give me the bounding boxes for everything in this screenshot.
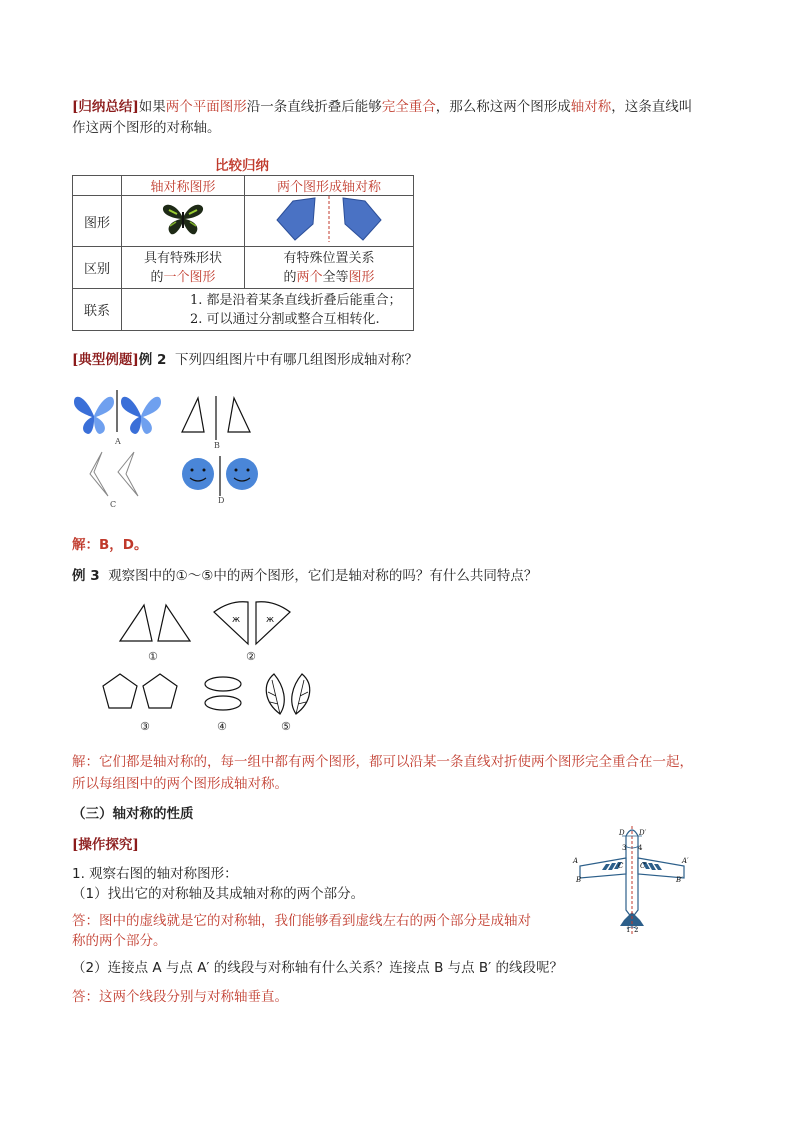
table-header-col2: 两个图形成轴对称 — [245, 176, 414, 196]
section3-q1: 1. 观察右图的轴对称图形： — [72, 866, 238, 882]
blue-butterfly-icon — [121, 397, 161, 434]
summary-line-1 — [72, 97, 692, 117]
label-b: B — [576, 876, 582, 884]
pair-5-leaves — [260, 672, 318, 716]
example2-heading — [72, 350, 418, 370]
caption-a: A — [115, 437, 121, 446]
example2-label: 例 2 — [138, 352, 167, 368]
table-link-cell — [122, 289, 414, 331]
table-row-label-figure: 图形 — [73, 196, 122, 247]
label-2: 2 — [634, 926, 639, 934]
section3-a1-line-1: 答：图中的虚线就是它的对称轴，我们能够看到虚线左右的两个部分是成轴对 — [72, 913, 531, 929]
diff-text: 的 — [283, 269, 297, 285]
mirrored-polygons-icon — [269, 196, 389, 242]
example3-answer-line-1: 解：它们都是轴对称的，每一组中都有两个图形，都可以沿某一条直线对折使两个图形完全重合在一起， — [72, 754, 693, 770]
table-title: 比较归纳 — [215, 158, 269, 174]
label-c-prime: C′ — [640, 862, 647, 870]
label-a-prime: A′ — [682, 857, 689, 865]
section3-a2: 答：这两个线段分别与对称轴垂直。 — [72, 989, 288, 1005]
example3-answer-line-2: 所以每组图中的两个图形成轴对称。 — [72, 776, 288, 792]
example2-question: 下列四组图片中有哪几组图形成轴对称？ — [174, 352, 418, 368]
table-header-empty — [73, 176, 122, 196]
polygon-pair-cell — [245, 196, 414, 247]
label-c: C — [618, 862, 624, 870]
table-diff-cell-2 — [245, 247, 414, 289]
caption-1: ① — [148, 650, 158, 663]
section3-q1-2: （2）连接点 A 与点 A′ 的线段与对称轴有什么关系？连接点 B 与点 B′ 的线段呢？ — [72, 960, 564, 976]
blue-butterfly-icon — [74, 397, 114, 434]
label-a: A — [573, 857, 579, 865]
airplane-figure — [572, 826, 692, 934]
diff2-line1: 有特殊位置关系 — [283, 250, 375, 266]
summary-text: 如果 — [138, 99, 166, 115]
diff-highlight: 一个图形 — [163, 269, 216, 285]
link-line-2: 2. 可以通过分割或整合互相转化. — [190, 311, 380, 327]
table-header-col1: 轴对称图形 — [122, 176, 245, 196]
summary-highlight: 完全重合 — [381, 99, 436, 115]
example3-question: 观察图中的①～⑤中的两个图形，它们是轴对称的吗？有什么共同特点？ — [108, 568, 538, 584]
caption-3: ③ — [140, 720, 150, 733]
butterfly-icon — [161, 202, 205, 236]
table-row-label-link: 联系 — [73, 289, 122, 331]
pair-3-pentagons — [102, 672, 182, 712]
figure-group-d — [180, 456, 280, 496]
diff2-line2 — [245, 268, 413, 287]
table-diff-cell-1 — [122, 247, 245, 289]
caption-2: ② — [246, 650, 256, 663]
svg-text:ж: ж — [266, 615, 275, 625]
svg-text:ж: ж — [232, 615, 241, 625]
caption-b: B — [214, 441, 220, 450]
summary-text: 沿一条直线折叠后能够 — [246, 99, 382, 115]
link-line-1: 1. 都是沿着某条直线折叠后能重合； — [190, 292, 402, 308]
figure-group-c — [86, 450, 146, 500]
section3-q1-1: （1）找出它的对称轴及其成轴对称的两个部分。 — [72, 886, 365, 902]
pair-2-fans — [210, 600, 294, 646]
pair-1-triangles — [118, 603, 194, 645]
figure-group-b — [178, 396, 258, 440]
label-4: 4 — [638, 844, 643, 852]
summary-text: ，那么称这两个图形成 — [435, 99, 571, 115]
diff1-line2 — [122, 268, 244, 287]
label-d-prime: D′ — [639, 829, 647, 837]
example2-answer: 解：B，D。 — [72, 537, 148, 553]
label-1: 1 — [626, 926, 631, 934]
summary-text: ，这条直线叫 — [611, 99, 693, 115]
example2-tag: [典型例题] — [72, 352, 139, 368]
summary-highlight: 轴对称 — [570, 99, 612, 115]
caption-4: ④ — [217, 720, 227, 733]
section3-tag: [操作探究] — [72, 837, 139, 853]
summary-line-2: 作这两个图形的对称轴。 — [72, 120, 221, 136]
caption-c: C — [110, 500, 117, 509]
label-3: 3 — [622, 844, 627, 852]
diff-text: 全等 — [322, 269, 349, 285]
diff-text: 的 — [150, 269, 164, 285]
butterfly-cell — [122, 196, 245, 247]
section3-title: （三）轴对称的性质 — [72, 806, 194, 822]
diff-highlight: 图形 — [348, 269, 375, 285]
table-row-label-diff: 区别 — [73, 247, 122, 289]
pair-4-ellipses — [200, 674, 248, 714]
diff-highlight: 两个 — [296, 269, 323, 285]
diff1-line1: 具有特殊形状 — [143, 250, 222, 266]
summary-highlight: 两个平面图形 — [165, 99, 247, 115]
summary-tag: [归纳总结] — [72, 99, 139, 115]
section3-a1-line-2: 称的两个部分。 — [72, 933, 167, 949]
smiley-icon — [182, 458, 214, 490]
example3-heading — [72, 566, 537, 586]
example3-label: 例 3 — [72, 568, 100, 584]
caption-5: ⑤ — [281, 720, 291, 733]
label-b-prime: B′ — [676, 876, 683, 884]
caption-d: D — [218, 496, 225, 505]
smiley-icon — [226, 458, 258, 490]
label-d: D — [619, 829, 625, 837]
comparison-table — [72, 175, 414, 331]
